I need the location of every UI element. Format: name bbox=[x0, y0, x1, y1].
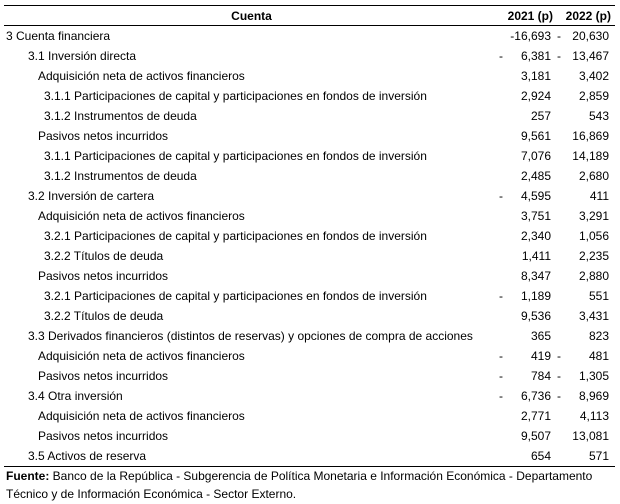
negative-sign bbox=[499, 249, 507, 263]
row-label: Pasivos netos incurridos bbox=[38, 429, 169, 443]
cell-2021 bbox=[499, 89, 557, 103]
row-label: Pasivos netos incurridos bbox=[38, 369, 169, 383]
cell-2022 bbox=[557, 49, 615, 63]
negative-sign: - bbox=[557, 389, 561, 403]
value-2022: 20,630 bbox=[572, 29, 609, 43]
table-row bbox=[4, 426, 615, 446]
cell-2021 bbox=[499, 349, 557, 363]
value-2021: 9,507 bbox=[520, 429, 551, 443]
cell-2021 bbox=[499, 249, 557, 263]
value-2022: 411 bbox=[589, 189, 609, 203]
cell-2021 bbox=[499, 49, 557, 63]
negative-sign bbox=[499, 149, 507, 163]
source-text: Banco de la República - Subgerencia de Política Monetaria e Información Económica - Departamento Técnico y de Información Económica - Sector Externo. bbox=[6, 469, 593, 501]
table-row bbox=[4, 386, 615, 406]
table-row bbox=[4, 106, 615, 126]
cell-2022 bbox=[557, 189, 615, 203]
cell-2022 bbox=[557, 149, 615, 163]
row-label: 3 Cuenta financiera bbox=[6, 29, 111, 43]
table-row bbox=[4, 406, 615, 426]
cell-2021 bbox=[499, 189, 557, 203]
table-row bbox=[4, 126, 615, 146]
value-2021: 365 bbox=[530, 329, 551, 343]
value-2021: 654 bbox=[530, 449, 551, 463]
negative-sign bbox=[499, 329, 507, 343]
value-2021: 784 bbox=[530, 369, 551, 383]
negative-sign bbox=[557, 149, 565, 163]
value-2022: 16,869 bbox=[572, 129, 609, 143]
cell-2021 bbox=[499, 409, 557, 423]
cell-2022 bbox=[557, 329, 615, 343]
negative-sign: - bbox=[499, 189, 503, 203]
row-label: Adquisición neta de activos financieros bbox=[38, 349, 245, 363]
negative-sign: - bbox=[557, 49, 561, 63]
cell-2022 bbox=[557, 109, 615, 123]
value-2021: 1,411 bbox=[521, 249, 551, 263]
cell-2022 bbox=[557, 289, 615, 303]
cell-2021 bbox=[499, 129, 557, 143]
value-2021: 4,595 bbox=[520, 189, 551, 203]
negative-sign bbox=[557, 449, 565, 463]
table-row bbox=[4, 206, 615, 226]
negative-sign: - bbox=[499, 289, 503, 303]
value-2022: 8,969 bbox=[578, 389, 609, 403]
cell-2022 bbox=[557, 349, 615, 363]
value-2022: 4,113 bbox=[579, 409, 609, 423]
negative-sign bbox=[499, 429, 507, 443]
row-label: Pasivos netos incurridos bbox=[38, 129, 169, 143]
header-cuenta: Cuenta bbox=[231, 8, 272, 23]
table-row bbox=[4, 186, 615, 206]
row-label: 3.3 Derivados financieros (distintos de reservas) y opciones de compra de acciones bbox=[28, 329, 473, 343]
negative-sign bbox=[557, 249, 565, 263]
cell-2021 bbox=[499, 29, 557, 43]
cell-2021 bbox=[499, 69, 557, 83]
source-note bbox=[6, 467, 606, 503]
cell-2022 bbox=[557, 29, 615, 43]
value-2021: -16,693 bbox=[510, 29, 551, 43]
value-2022: 551 bbox=[588, 289, 609, 303]
table-row bbox=[4, 226, 615, 246]
value-2022: 13,467 bbox=[572, 49, 609, 63]
negative-sign: - bbox=[499, 389, 503, 403]
negative-sign bbox=[557, 289, 565, 303]
negative-sign bbox=[557, 209, 565, 223]
cell-2021 bbox=[499, 449, 557, 463]
negative-sign bbox=[557, 89, 565, 103]
row-label: 3.1 Inversión directa bbox=[28, 49, 137, 63]
cell-2022 bbox=[557, 389, 615, 403]
negative-sign bbox=[557, 409, 565, 423]
value-2021: 6,736 bbox=[520, 389, 551, 403]
negative-sign bbox=[499, 129, 507, 143]
row-label: 3.5 Activos de reserva bbox=[28, 449, 147, 463]
cell-2021 bbox=[499, 209, 557, 223]
cell-2022 bbox=[557, 89, 615, 103]
cell-2021 bbox=[499, 229, 557, 243]
negative-sign: - bbox=[557, 29, 561, 43]
row-label: 3.4 Otra inversión bbox=[28, 389, 123, 403]
negative-sign: - bbox=[557, 369, 561, 383]
table-row bbox=[4, 346, 615, 366]
cell-2021 bbox=[499, 109, 557, 123]
row-label: Adquisición neta de activos financieros bbox=[38, 209, 245, 223]
value-2022: 823 bbox=[588, 329, 609, 343]
negative-sign: - bbox=[557, 349, 561, 363]
cell-2021 bbox=[499, 429, 557, 443]
row-label: 3.2.2 Títulos de deuda bbox=[44, 309, 164, 323]
negative-sign bbox=[499, 269, 507, 283]
value-2022: 1,056 bbox=[578, 229, 609, 243]
row-label: 3.1.1 Participaciones de capital y participaciones en fondos de inversión bbox=[44, 89, 427, 103]
value-2022: 2,680 bbox=[578, 169, 609, 183]
negative-sign bbox=[499, 449, 507, 463]
value-2022: 543 bbox=[588, 109, 609, 123]
cell-2021 bbox=[499, 329, 557, 343]
value-2021: 9,536 bbox=[520, 309, 551, 323]
cell-2022 bbox=[557, 69, 615, 83]
value-2021: 419 bbox=[530, 349, 551, 363]
negative-sign bbox=[499, 69, 507, 83]
value-2022: 13,081 bbox=[572, 429, 609, 443]
value-2022: 14,189 bbox=[572, 149, 609, 163]
value-2021: 257 bbox=[530, 109, 551, 123]
cell-2021 bbox=[499, 309, 557, 323]
value-2022: 3,291 bbox=[578, 209, 609, 223]
table-row bbox=[4, 306, 615, 326]
value-2021: 2,771 bbox=[520, 409, 551, 423]
table-row bbox=[4, 26, 615, 46]
negative-sign bbox=[557, 269, 565, 283]
cell-2022 bbox=[557, 449, 615, 463]
cell-2021 bbox=[499, 369, 557, 383]
table-row bbox=[4, 266, 615, 286]
cell-2022 bbox=[557, 409, 615, 423]
cell-2022 bbox=[557, 249, 615, 263]
table-row bbox=[4, 146, 615, 166]
negative-sign bbox=[499, 29, 507, 43]
negative-sign bbox=[557, 129, 565, 143]
table-row bbox=[4, 286, 615, 306]
cell-2021 bbox=[499, 289, 557, 303]
value-2021: 6,381 bbox=[520, 49, 551, 63]
row-label: 3.1.2 Instrumentos de deuda bbox=[44, 169, 197, 183]
table-header bbox=[4, 6, 615, 25]
cell-2022 bbox=[557, 169, 615, 183]
cell-2022 bbox=[557, 429, 615, 443]
value-2021: 1,189 bbox=[520, 289, 551, 303]
negative-sign bbox=[499, 169, 507, 183]
row-label: 3.2 Inversión de cartera bbox=[28, 189, 155, 203]
row-label: Adquisición neta de activos financieros bbox=[38, 69, 245, 83]
negative-sign bbox=[557, 189, 565, 203]
table-row bbox=[4, 366, 615, 386]
negative-sign bbox=[557, 309, 565, 323]
row-label: Adquisición neta de activos financieros bbox=[38, 409, 245, 423]
header-2021: 2021 (p) bbox=[507, 8, 553, 23]
negative-sign: - bbox=[499, 349, 503, 363]
value-2021: 3,181 bbox=[520, 69, 551, 83]
cell-2022 bbox=[557, 309, 615, 323]
value-2022: 1,305 bbox=[578, 369, 609, 383]
value-2022: 481 bbox=[588, 349, 609, 363]
cell-2021 bbox=[499, 269, 557, 283]
balance-table bbox=[4, 5, 615, 467]
cell-2021 bbox=[499, 389, 557, 403]
table-row bbox=[4, 166, 615, 186]
value-2022: 571 bbox=[588, 449, 609, 463]
value-2021: 9,561 bbox=[520, 129, 551, 143]
negative-sign: - bbox=[499, 369, 503, 383]
row-label: 3.2.1 Participaciones de capital y participaciones en fondos de inversión bbox=[44, 229, 427, 243]
table-body bbox=[4, 26, 615, 466]
table-row bbox=[4, 86, 615, 106]
row-label: 3.2.1 Participaciones de capital y participaciones en fondos de inversión bbox=[44, 289, 427, 303]
value-2022: 2,880 bbox=[578, 269, 609, 283]
cell-2022 bbox=[557, 269, 615, 283]
value-2021: 7,076 bbox=[520, 149, 551, 163]
negative-sign bbox=[557, 109, 565, 123]
negative-sign bbox=[499, 109, 507, 123]
cell-2022 bbox=[557, 209, 615, 223]
cell-2022 bbox=[557, 229, 615, 243]
negative-sign bbox=[499, 209, 507, 223]
table-row bbox=[4, 46, 615, 66]
value-2021: 3,751 bbox=[520, 209, 551, 223]
cell-2021 bbox=[499, 149, 557, 163]
value-2022: 2,235 bbox=[578, 249, 609, 263]
value-2021: 2,485 bbox=[520, 169, 551, 183]
value-2022: 2,859 bbox=[578, 89, 609, 103]
value-2021: 2,340 bbox=[520, 229, 551, 243]
cell-2022 bbox=[557, 129, 615, 143]
negative-sign bbox=[499, 229, 507, 243]
negative-sign: - bbox=[499, 49, 503, 63]
value-2022: 3,431 bbox=[578, 309, 609, 323]
table-row bbox=[4, 326, 615, 346]
row-label: 3.1.1 Participaciones de capital y participaciones en fondos de inversión bbox=[44, 149, 427, 163]
negative-sign bbox=[557, 429, 565, 443]
negative-sign bbox=[499, 309, 507, 323]
negative-sign bbox=[499, 409, 507, 423]
table-row bbox=[4, 246, 615, 266]
negative-sign bbox=[557, 229, 565, 243]
source-label: Fuente: bbox=[6, 469, 50, 483]
negative-sign bbox=[499, 89, 507, 103]
value-2021: 8,347 bbox=[520, 269, 551, 283]
row-label: 3.1.2 Instrumentos de deuda bbox=[44, 109, 197, 123]
row-label: Pasivos netos incurridos bbox=[38, 269, 169, 283]
table-row bbox=[4, 66, 615, 86]
table-row bbox=[4, 446, 615, 466]
cell-2021 bbox=[499, 169, 557, 183]
header-2022: 2022 (p) bbox=[565, 8, 611, 23]
value-2022: 3,402 bbox=[578, 69, 609, 83]
negative-sign bbox=[557, 69, 565, 83]
row-label: 3.2.2 Títulos de deuda bbox=[44, 249, 164, 263]
negative-sign bbox=[557, 329, 565, 343]
value-2021: 2,924 bbox=[520, 89, 551, 103]
negative-sign bbox=[557, 169, 565, 183]
cell-2022 bbox=[557, 369, 615, 383]
